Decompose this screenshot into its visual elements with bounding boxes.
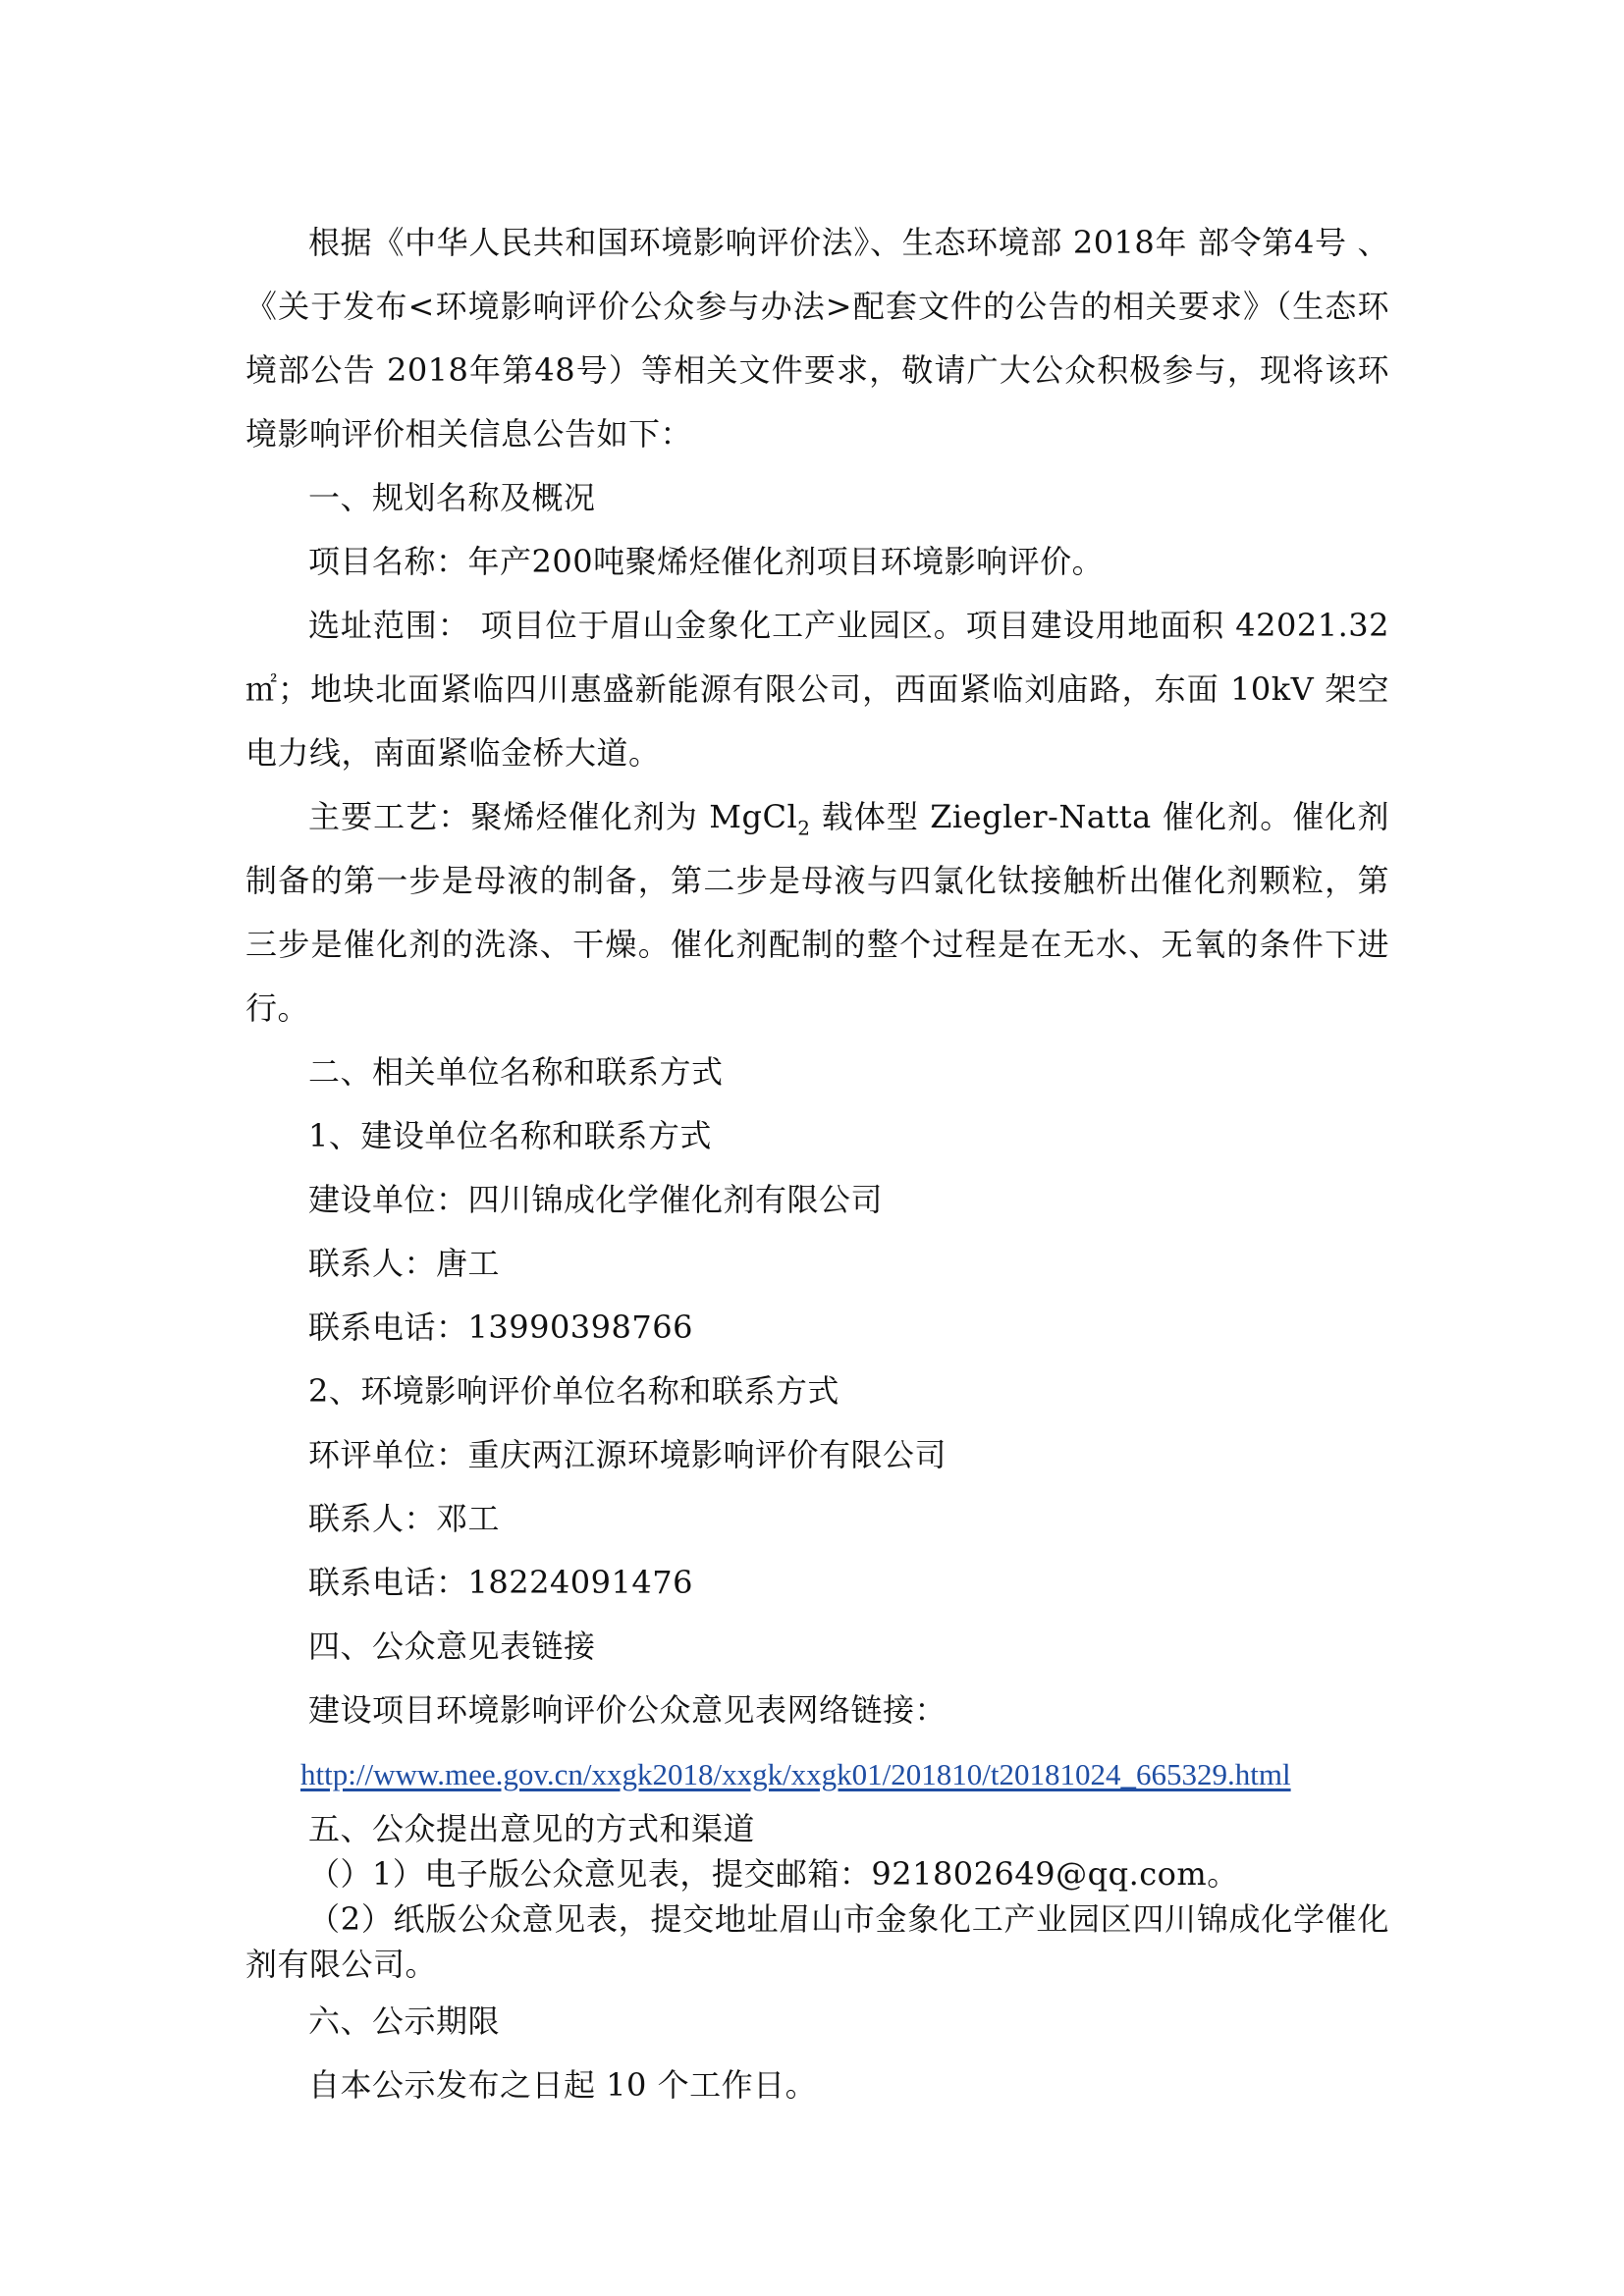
process-text-before: 主要工艺：聚烯烃催化剂为 MgCl [308,798,798,835]
process-text-after: 载体型 Ziegler-Natta 催化剂。催化剂制备的第一步是母液的制备，第二步是母液与四氯化钛接触析出催化剂颗粒，第三步是催化剂的洗涤、干燥。催化剂配制的整个过程是在无水、无氧的条件下进行。 [245,798,1389,1027]
document-page [245,211,1389,2117]
email-channel: （）1）电子版公众意见表，提交邮箱：921802649@qq.com。 [308,1855,1239,1893]
eia-unit: 环评单位：重庆两江源环境影响评价有限公司 [308,1436,947,1473]
notice-period: 自本公示发布之日起 10 个工作日。 [308,2066,818,2104]
section-2-heading: 二、相关单位名称和联系方式 [308,1053,724,1091]
builder-heading: 1、建设单位名称和联系方式 [308,1117,712,1154]
section-5-heading: 五、公众提出意见的方式和渠道 [308,1810,756,1847]
section-6-heading: 六、公示期限 [308,2002,501,2040]
builder-phone: 联系电话：13990398766 [308,1308,693,1346]
site-range: 选址范围： 项目位于眉山金象化工产业园区。项目建设用地面积 42021.32㎡；地块北面紧临四川惠盛新能源有限公司，西面紧临刘庙路，东面 10kV 架空电力线，南面紧临金桥大道。 [245,607,1389,772]
section-4-heading: 四、公众意见表链接 [308,1628,596,1665]
intro-paragraph: 根据《中华人民共和国环境影响评价法》、生态环境部 2018年 部令第4号 、《关于发布<环境影响评价公众参与办法>配套文件的公告的相关要求》（生态环境部公告 2018年第48号）等相关文件要求，敬请广大公众积极参与，现将该环境影响评价相关信息公告如下： [245,224,1389,453]
eia-heading: 2、环境影响评价单位名称和联系方式 [308,1372,839,1410]
eia-contact: 联系人：邓工 [308,1500,501,1537]
opinion-link-label: 建设项目环境影响评价公众意见表网络链接： [308,1691,947,1729]
opinion-form-link[interactable]: http://www.mee.gov.cn/xxgk2018/xxgk/xxgk01/201810/t20181024_665329.html [300,1757,1291,1791]
section-1-heading: 一、规划名称及概况 [308,479,596,516]
builder-contact: 联系人：唐工 [308,1245,501,1282]
main-process [245,785,1389,1041]
opinion-link-line [245,1742,1389,1806]
project-name: 项目名称：年产200吨聚烯烃催化剂项目环境影响评价。 [308,543,1105,580]
paper-channel: （2）纸版公众意见表，提交地址眉山市金象化工产业园区四川锦成化学催化剂有限公司。 [245,1900,1389,1983]
eia-phone: 联系电话：18224091476 [308,1564,693,1601]
process-subscript: 2 [797,816,811,840]
builder-unit: 建设单位：四川锦成化学催化剂有限公司 [308,1181,884,1218]
